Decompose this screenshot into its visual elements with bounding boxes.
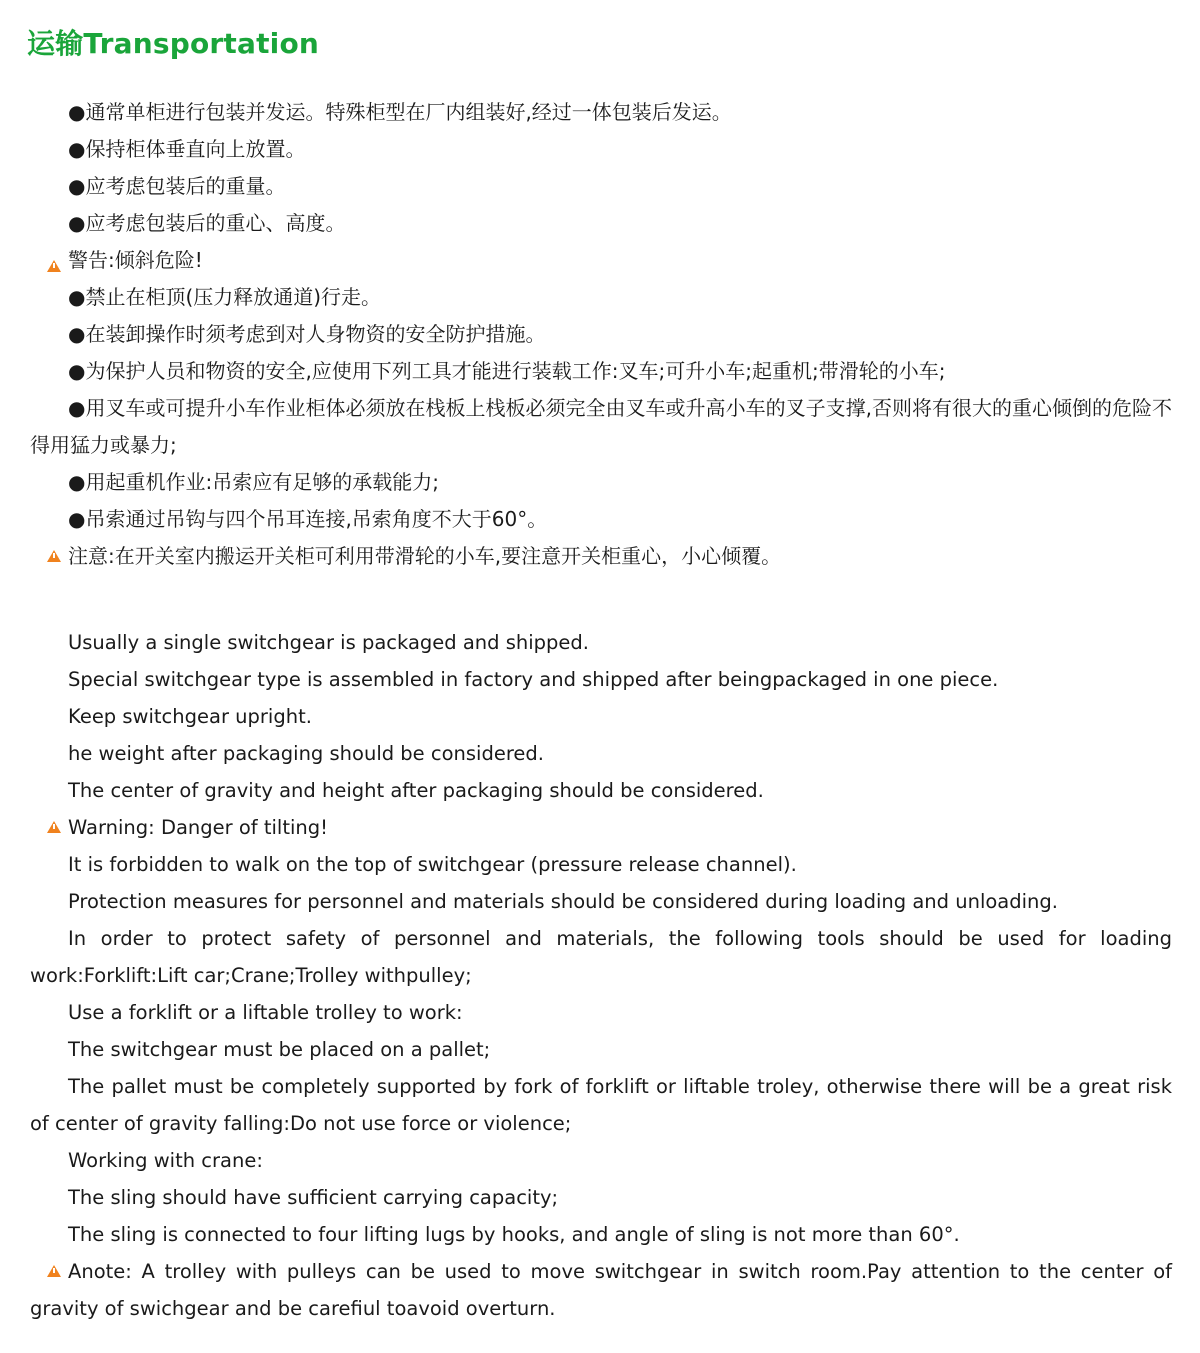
en-line-2: Keep switchgear upright. [68, 705, 312, 728]
cn-line-packaging: ●通常单柜进行包装并发运。特殊柜型在厂内组装好,经过一体包装后发运。 [68, 100, 732, 124]
en-line-1: Special switchgear type is assembled in factory and shipped after beingpackaged in one piece. [68, 668, 999, 691]
en-line-warning [30, 809, 1172, 846]
cn-line-warning [30, 242, 1172, 279]
en-line-3: he weight after packaging should be considered. [68, 742, 545, 765]
cn-line-upright: ●保持柜体垂直向上放置。 [68, 137, 306, 161]
cn-line-protection: ●在装卸操作时须考虑到对人身物资的安全防护措施。 [68, 322, 546, 346]
en-warning-text: Warning: Danger of tilting! [68, 816, 328, 839]
cn-line-tools: ●为保护人员和物资的安全,应使用下列工具才能进行装载工作:叉车;可升小车;起重机;带滑轮的小车; [68, 359, 946, 383]
warning-icon [47, 260, 61, 272]
cn-line-center: ●应考虑包装后的重心、高度。 [68, 211, 346, 235]
en-line-9: Use a forklift or a liftable trolley to work: [68, 1001, 463, 1024]
english-section [30, 624, 1172, 1327]
cn-line-note [30, 538, 1172, 575]
warning-icon [47, 550, 61, 562]
cn-line-crane: ●用起重机作业:吊索应有足够的承载能力; [68, 470, 439, 494]
en-line-0: Usually a single switchgear is packaged and shipped. [68, 631, 590, 654]
en-line-11: The pallet must be completely supported by fork of forklift or liftable troley, otherwise there will be a great risk of center of gravity falling:Do not use force or violence; [30, 1075, 1172, 1135]
en-line-12: Working with crane: [68, 1149, 263, 1172]
en-line-note [30, 1253, 1172, 1327]
en-note-text: Anote: A trolley with pulleys can be used to move switchgear in switch room.Pay attention to the center of gravity of swichgear and be carefiul toavoid overturn. [30, 1260, 1172, 1320]
cn-line-no-walk: ●禁止在柜顶(压力释放通道)行走。 [68, 285, 382, 309]
en-line-6: It is forbidden to walk on the top of switchgear (pressure release channel). [68, 853, 797, 876]
en-line-10: The switchgear must be placed on a pallet; [68, 1038, 491, 1061]
en-line-14: The sling is connected to four lifting lugs by hooks, and angle of sling is not more than 60°. [68, 1223, 960, 1246]
cn-line-forklift: ●用叉车或可提升小车作业柜体必须放在栈板上栈板必须完全由叉车或升高小车的叉子支撑,否则将有很大的重心倾倒的危险不得用猛力或暴力; [30, 396, 1172, 457]
cn-note-text: 注意:在开关室内搬运开关柜可利用带滑轮的小车,要注意开关柜重心，小心倾覆。 [68, 544, 782, 568]
cn-line-sling: ●吊索通过吊钩与四个吊耳连接,吊索角度不大于60°。 [68, 507, 548, 531]
en-line-13: The sling should have sufficient carrying capacity; [68, 1186, 559, 1209]
warning-icon [47, 821, 61, 833]
page-title: 运输Transportation [27, 27, 320, 60]
warning-icon [47, 1265, 61, 1277]
en-line-7: Protection measures for personnel and materials should be considered during loading and unloading. [68, 890, 1058, 913]
cn-warning-text: 警告:倾斜危险! [68, 248, 203, 272]
en-line-8: In order to protect safety of personnel and materials, the following tools should be used for loading work:Forklift:Lift car;Crane;Trolley withpulley; [30, 927, 1172, 987]
en-line-4: The center of gravity and height after packaging should be considered. [68, 779, 764, 802]
chinese-section [30, 94, 1172, 575]
cn-line-weight: ●应考虑包装后的重量。 [68, 174, 286, 198]
